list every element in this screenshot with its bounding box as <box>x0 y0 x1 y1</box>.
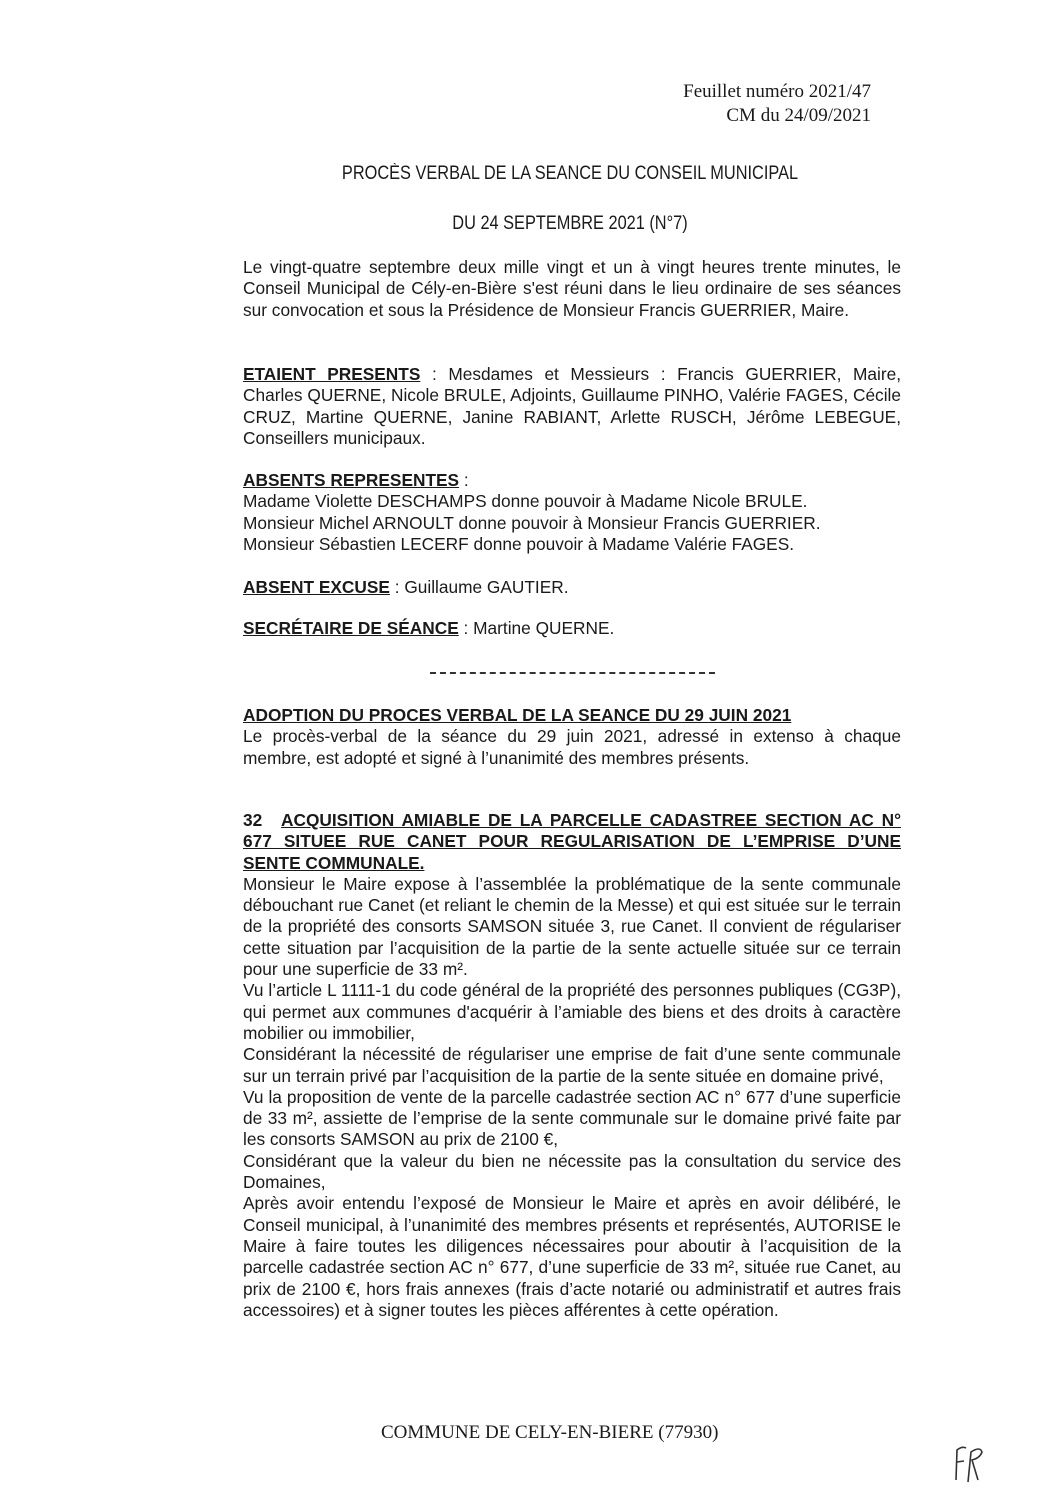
item-paragraph: Vu l’article L 1111-1 du code général de la propriété des personnes publiques (CG3P), qui permet aux communes d'acquérir à l’amiable des biens et des droits à caractère mobilier ou immobilier, <box>243 980 901 1043</box>
proxy-line: Monsieur Sébastien LECERF donne pouvoir à Madame Valérie FAGES. <box>243 533 795 554</box>
item-number: 32 <box>243 810 263 830</box>
adoption-text: Le procès-verbal de la séance du 29 juin 2021, adressé in extenso à chaque membre, est adopté et signé à l’unanimité des membres présents. <box>243 726 901 768</box>
item-paragraph: Considérant la nécessité de régulariser une emprise de fait d’une sente communale sur un terrain privé par l’acquisition de la partie de la sente située en domaine privé, <box>243 1044 901 1086</box>
absents-representes-section <box>243 470 901 555</box>
council-date: CM du 24/09/2021 <box>726 105 871 126</box>
section-separator <box>430 672 715 674</box>
document-title: PROCÈS VERBAL DE LA SEANCE DU CONSEIL MUNICIPAL <box>341 163 799 184</box>
item-paragraph: Considérant que la valeur du bien ne nécessite pas la consultation du service des Domaines, <box>243 1150 901 1193</box>
adoption-section <box>243 705 901 769</box>
handwritten-initials-icon <box>950 1440 990 1484</box>
document-subtitle: DU 24 SEPTEMBRE 2021 (N°7) <box>452 213 688 234</box>
sheet-number: Feuillet numéro 2021/47 <box>683 81 871 102</box>
secretaire-section <box>243 618 901 639</box>
adoption-heading: ADOPTION DU PROCES VERBAL DE LA SEANCE DU 29 JUIN 2021 <box>243 705 792 725</box>
presents-label: ETAIENT PRESENTS <box>243 364 421 384</box>
presents-text: : Mesdames et Messieurs : Francis GUERRIER, Maire, Charles QUERNE, Nicole BRULE, Adjoints, Guillaume PINHO, Valérie FAGES, Cécile CRUZ, Martine QUERNE, Janine RABIANT, Arlette RUSCH, Jérôme LEBEGUE, Conseillers municipaux. <box>243 364 901 448</box>
absents-representes-colon: : <box>459 470 469 490</box>
item-32-section <box>243 810 901 1321</box>
secretaire-text: : Martine QUERNE. <box>458 618 615 638</box>
absents-representes-label: ABSENTS REPRESENTES <box>243 470 460 490</box>
item-paragraph: Après avoir entendu l’exposé de Monsieur le Maire et après en avoir délibéré, le Conseil municipal, à l’unanimité des membres présents et représentés, AUTORISE le Maire à faire toutes les diligences nécessaires pour aboutir à l’acquisition de la parcelle cadastrée section AC n° 677, d’une superficie de 33 m², située rue Canet, au prix de 2100 €, hors frais annexes (frais d’acte notarié ou administratif et autres frais accessoires) et à signer toutes les pièces afférentes à cette opération. <box>243 1193 901 1320</box>
page-footer: COMMUNE DE CELY-EN-BIERE (77930) <box>381 1422 719 1443</box>
presents-section <box>243 364 901 449</box>
item-heading: ACQUISITION AMIABLE DE LA PARCELLE CADASTREE SECTION AC N° 677 SITUEE RUE CANET POUR REGULARISATION DE L’EMPRISE D’UNE SENTE COMMUNALE. <box>243 810 901 873</box>
secretaire-label: SECRÉTAIRE DE SÉANCE <box>243 618 459 638</box>
item-paragraph: Monsieur le Maire expose à l’assemblée la problématique de la sente communale débouchant rue Canet (et reliant le chemin de la Messe) et qui est située sur le terrain de la propriété des consorts SAMSON située 3, rue Canet. Il convient de régulariser cette situation par l’acquisition de la partie de la sente actuelle située sur ce terrain pour une superficie de 33 m². <box>243 873 901 980</box>
initials-signature <box>950 1440 990 1489</box>
proxy-line: Madame Violette DESCHAMPS donne pouvoir à Madame Nicole BRULE. <box>243 491 808 512</box>
intro-text: Le vingt-quatre septembre deux mille vingt et un à vingt heures trente minutes, le Conseil Municipal de Cély-en-Bière s'est réuni dans le lieu ordinaire de ses séances sur convocation et sous la Présidence de Monsieur Francis GUERRIER, Maire. <box>243 257 901 320</box>
absent-excuse-text: : Guillaume GAUTIER. <box>389 577 569 597</box>
absent-excuse-label: ABSENT EXCUSE <box>243 577 390 597</box>
proxy-line: Monsieur Michel ARNOULT donne pouvoir à Monsieur Francis GUERRIER. <box>243 512 821 533</box>
sheet-reference <box>683 80 871 128</box>
intro-paragraph <box>243 257 901 321</box>
absent-excuse-section <box>243 577 901 598</box>
item-paragraph: Vu la proposition de vente de la parcelle cadastrée section AC n° 677 d’une superficie de 33 m², assiette de l’emprise de la sente communale sur le domaine privé faite par les consorts SAMSON au prix de 2100 €, <box>243 1086 901 1150</box>
